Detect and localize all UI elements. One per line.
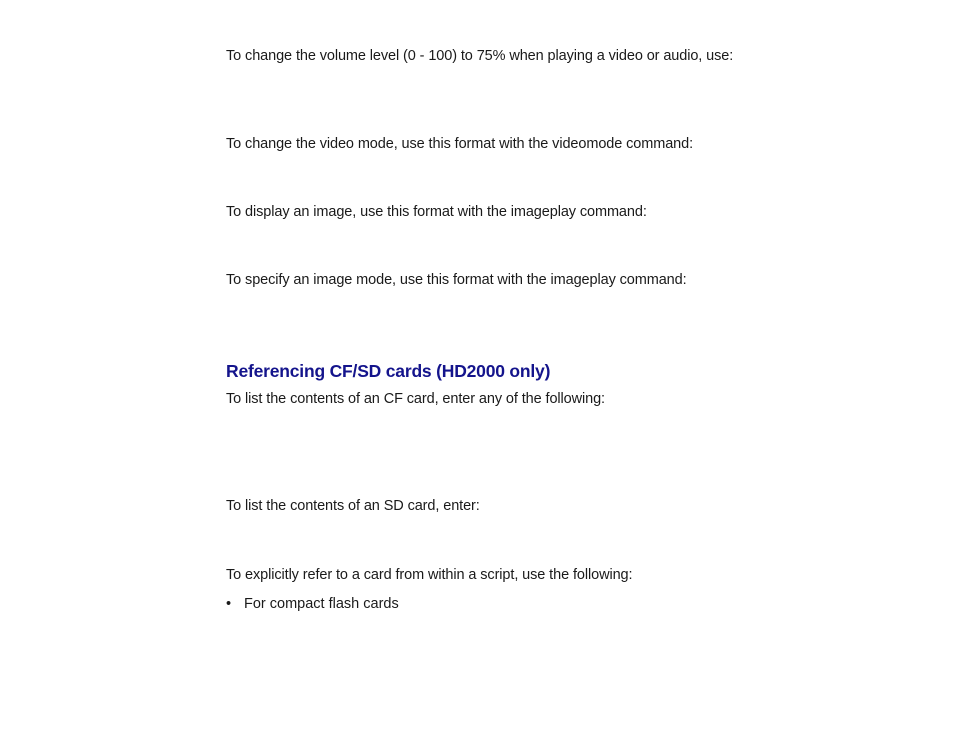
section-heading: Referencing CF/SD cards (HD2000 only) bbox=[226, 361, 551, 381]
bullet-list-item bbox=[226, 595, 399, 613]
paragraph-image-mode: To specify an image mode, use this format with the imageplay command: bbox=[226, 272, 687, 288]
paragraph-display-image: To display an image, use this format with the imageplay command: bbox=[226, 204, 647, 220]
bullet-text: For compact flash cards bbox=[244, 596, 399, 612]
paragraph-video-mode: To change the video mode, use this format with the videomode command: bbox=[226, 136, 694, 152]
bullet-mark: • bbox=[226, 596, 232, 612]
paragraph-list-cf: To list the contents of an CF card, enter any of the following: bbox=[226, 391, 605, 407]
paragraph-refer-card: To explicitly refer to a card from within a script, use the following: bbox=[226, 567, 633, 583]
paragraph-list-sd: To list the contents of an SD card, enter: bbox=[226, 498, 480, 514]
paragraph-volume: To change the volume level (0 - 100) to 75% when playing a video or audio, use: bbox=[226, 48, 734, 64]
